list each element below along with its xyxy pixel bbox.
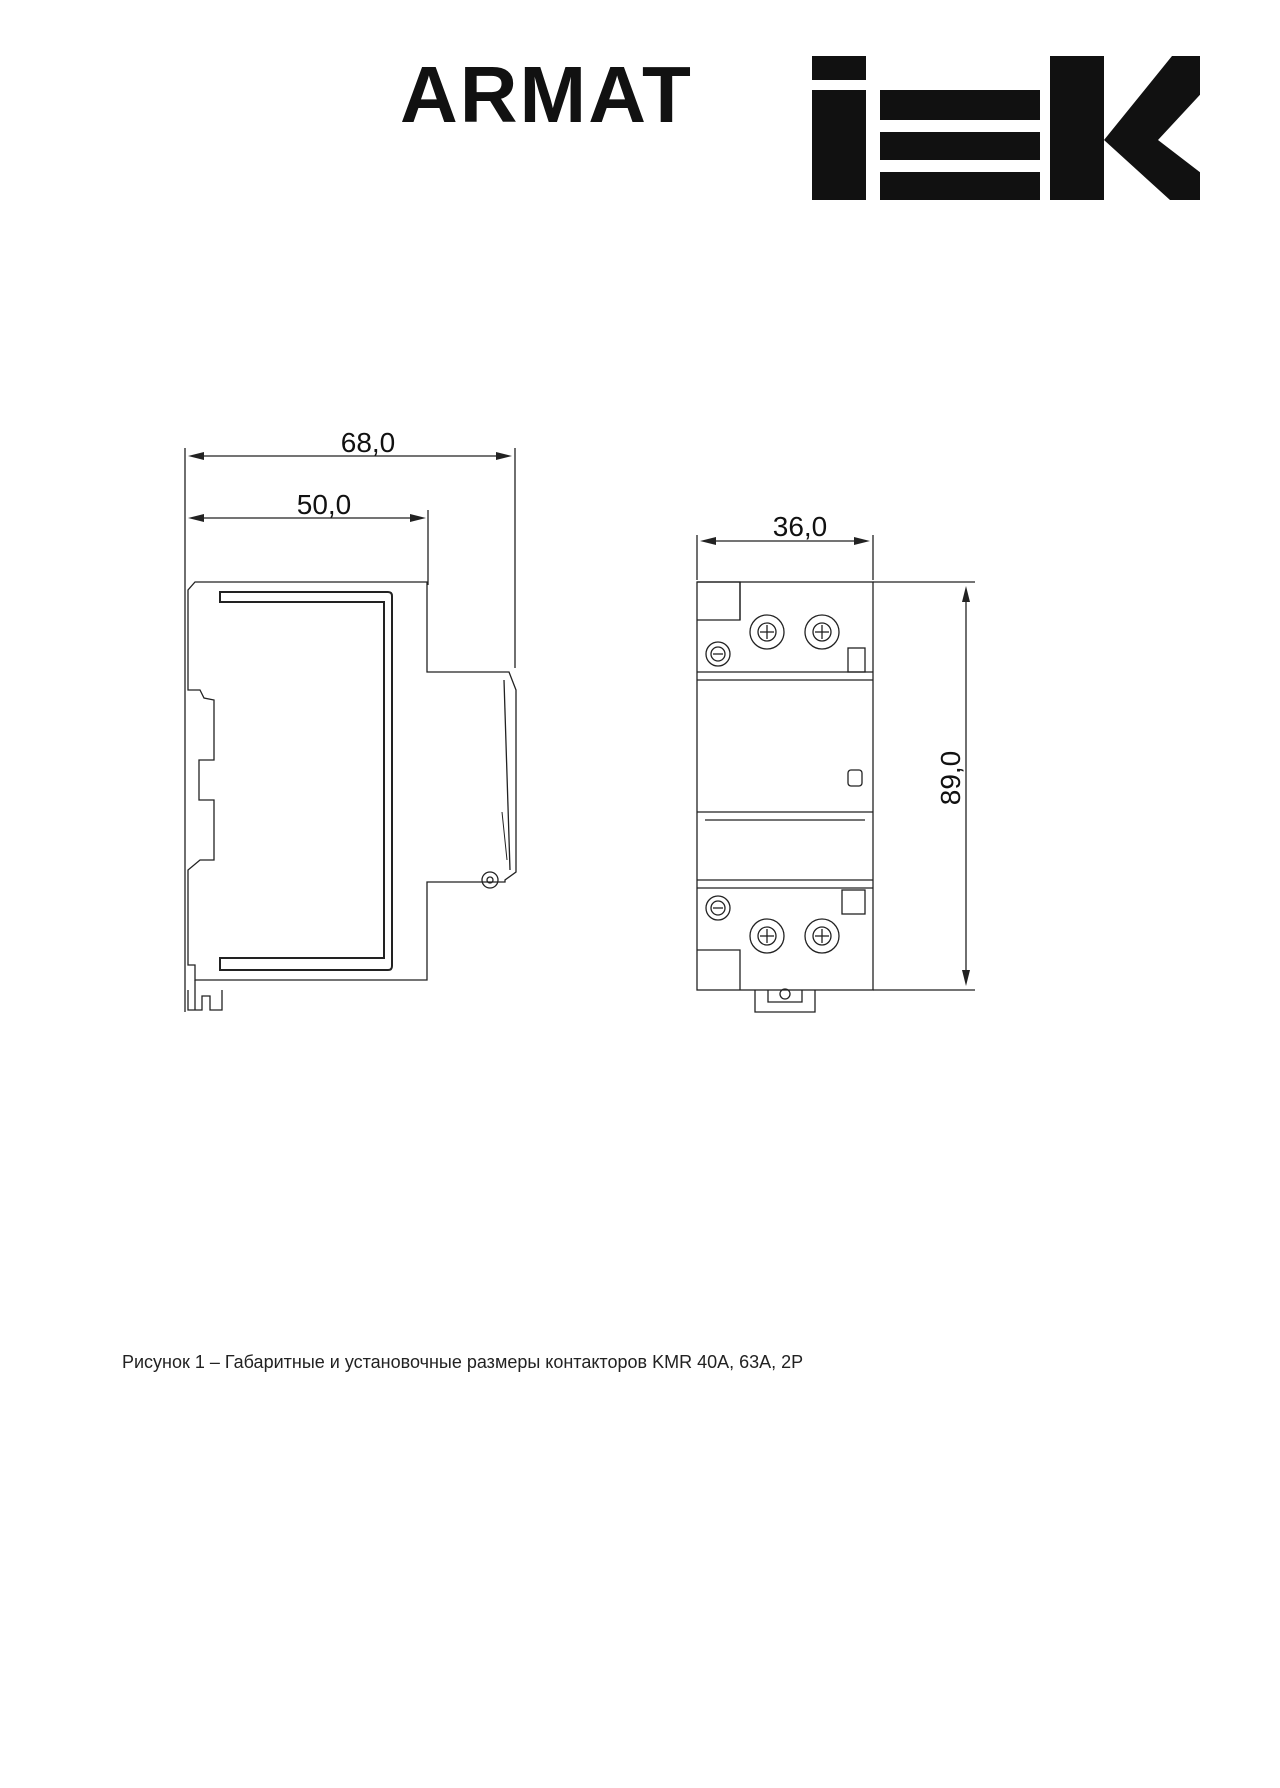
bottom-screws	[706, 890, 865, 953]
top-screws	[706, 615, 839, 666]
armat-logo-text: ARMAT	[400, 50, 693, 139]
front-view	[697, 511, 975, 1012]
dim-89-label: 89,0	[935, 750, 966, 806]
figure-caption: Рисунок 1 – Габаритные и установочные размеры контакторов KMR 40A, 63A, 2P	[122, 1352, 804, 1372]
side-view	[185, 427, 516, 1012]
dim-68-label: 68,0	[340, 427, 396, 458]
dim-50-label: 50,0	[296, 489, 352, 520]
dim-36-label: 36,0	[772, 511, 828, 542]
